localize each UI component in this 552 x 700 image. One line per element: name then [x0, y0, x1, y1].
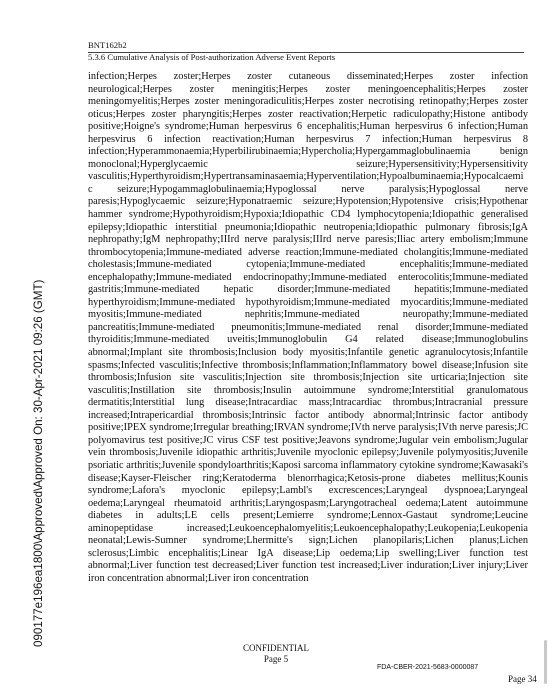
adverse-event-terms-paragraph: infection;Herpes zoster;Herpes zoster cutaneous disseminated;Herpes zoster infection neurological;Herpes zoster meningitis;Herpes zoster meningoencephalitis;Herpes zoster meningomyelitis;Herpes zoster meningoradiculitis;Herpes zoster necrotising retinopathy;Herpes zoster oticus;Herpes zoster pharyngitis;Herpes zoster reactivation;Herpetic radiculopathy;Histone antibody positive;Hoigne's syndrome;Human herpesvirus 6 encephalitis;Human herpesvirus 6 infection;Human herpesvirus 6 infection reactivation;Human herpesvirus 7 infection;Human herpesvirus 8 infection;Hyperammonaemia;Hyperbilirubinaemia;Hypercholia;Hypergammaglobulinaemia benign monoclonal;Hyperglycaemic seizure;Hypersensitivity;Hypersensitivity vasculitis;Hyperthyroidism;Hypertransaminasaemia;Hyperventilation;Hypoalbuminaemia;Hypocalcaemic seizure;Hypogammaglobulinaemia;Hypoglossal nerve paralysis;Hypoglossal nerve paresis;Hypoglycaemic seizure;Hyponatraemic seizure;Hypotension;Hypotensive crisis;Hypothenar hammer syndrome;Hypothyroidism;Hypoxia;Idiopathic CD4 lymphocytopenia;Idiopathic generalised epilepsy;Idiopathic interstitial pneumonia;Idiopathic neutropenia;Idiopathic pulmonary fibrosis;IgA nephropathy;IgM nephropathy;IIIrd nerve paralysis;IIIrd nerve paresis;Iliac artery embolism;Immune thrombocytopenia;Immune-mediated adverse reaction;Immune-mediated cholangitis;Immune-mediated cholestasis;Immune-mediated cytopenia;Immune-mediated encephalitis;Immune-mediated encephalopathy;Immune-mediated endocrinopathy;Immune-mediated enterocolitis;Immune-mediated gastritis;Immune-mediated hepatic disorder;Immune-mediated hepatitis;Immune-mediated hyperthyroidism;Immune-mediated hypothyroidism;Immune-mediated myocarditis;Immune-mediated myositis;Immune-mediated nephritis;Immune-mediated neuropathy;Immune-mediated pancreatitis;Immune-mediated pneumonitis;Immune-mediated renal disorder;Immune-mediated thyroiditis;Immune-mediated uveitis;Immunoglobulin G4 related disease;Immunoglobulins abnormal;Implant site thrombosis;Inclusion body myositis;Infantile genetic agranulocytosis;Infantile spasms;Infected vasculitis;Infective thrombosis;Inflammation;Inflammatory bowel disease;Infusion site thrombosis;Infusion site vasculitis;Injection site thrombosis;Injection site urticaria;Injection site vasculitis;Instillation site thrombosis;Insulin autoimmune syndrome;Interstitial granulomatous dermatitis;Interstitial lung disease;Intracardiac mass;Intracardiac thrombus;Intracranial pressure increased;Intrapericardial thrombosis;Intrinsic factor antibody abnormal;Intrinsic factor antibody positive;IPEX syndrome;Irregular breathing;IRVAN syndrome;IVth nerve paralysis;IVth nerve paresis;JC polyomavirus test positive;JC virus CSF test positive;Jeavons syndrome;Jugular vein embolism;Jugular vein thrombosis;Juvenile idiopathic arthritis;Juvenile myoclonic epilepsy;Juvenile polymyositis;Juvenile psoriatic arthritis;Juvenile spondyloarthritis;Kaposi sarcoma inflammatory cytokine syndrome;Kawasaki's disease;Kayser-Fleischer ring;Keratoderma blenorrhagica;Ketosis-prone diabetes mellitus;Kounis syndrome;Lafora's myoclonic epilepsy;Lambl's excrescences;Laryngeal dyspnoea;Laryngeal oedema;Laryngeal rheumatoid arthritis;Laryngospasm;Laryngotracheal oedema;Latent autoimmune diabetes in adults;LE cells present;Lemierre syndrome;Lennox-Gastaut syndrome;Leucine aminopeptidase increased;Leukoencephalomyelitis;Leukoencephalopathy;Leukopenia;Leukopenia neonatal;Lewis-Sumner syndrome;Lhermitte's sign;Lichen planopilaris;Lichen planus;Lichen sclerosus;Limbic encephalitis;Linear IgA disease;Lip oedema;Lip swelling;Liver function test abnormal;Liver function test decreased;Liver function test increased;Liver induration;Liver injury;Liver iron concentration abnormal;Liver iron concentration — [88, 71, 528, 584]
document-title: BNT162b2 — [88, 40, 127, 50]
approval-stamp: 090177e196ea1800\Approved\Approved On: 30-Apr-2021 09:26 (GMT) — [32, 279, 45, 647]
vertical-scrollbar[interactable] — [544, 640, 547, 684]
document-id: FDA-CBER-2021-5683-0000087 — [377, 664, 479, 671]
page-number: Page 34 — [508, 674, 537, 684]
section-title: 5.3.6 Cumulative Analysis of Post-authorization Adverse Event Reports — [88, 52, 336, 62]
page-label: Page 5 — [263, 654, 289, 664]
confidential-label: CONFIDENTIAL — [243, 643, 309, 653]
